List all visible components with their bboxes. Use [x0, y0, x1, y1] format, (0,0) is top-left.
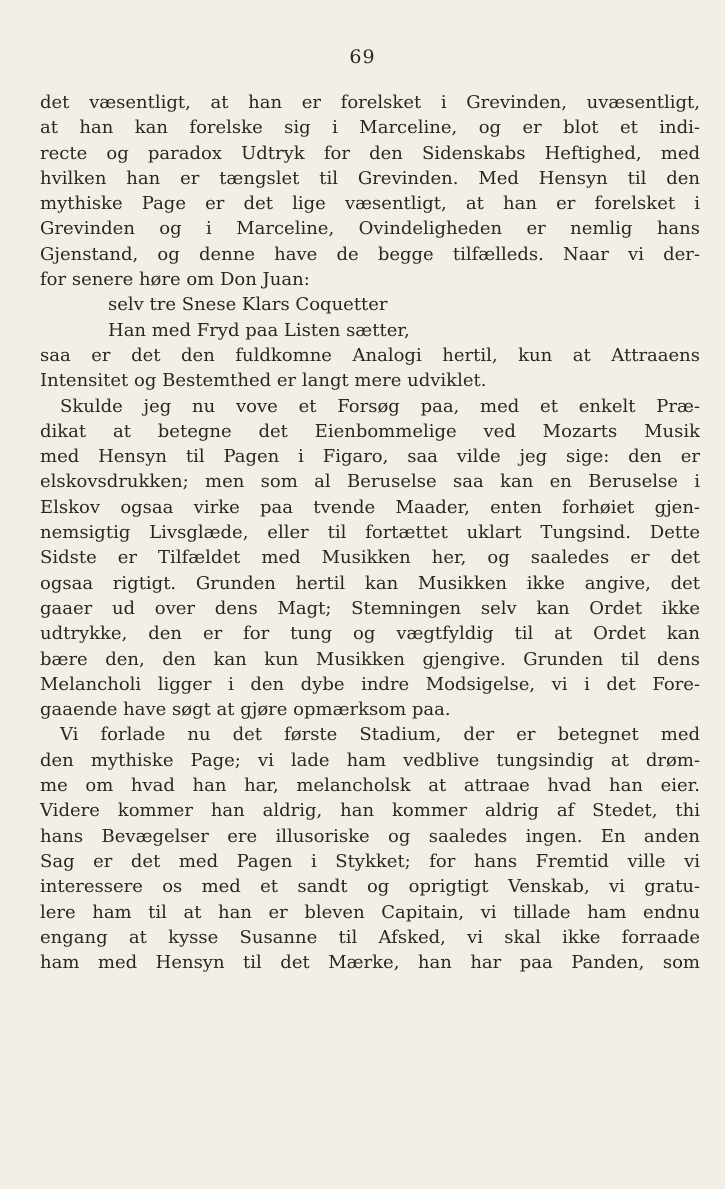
text-line: interessere os med et sandt og oprigtigt Venskab, vi gratu-	[40, 876, 700, 898]
text-line: for senere høre om Don Juan:	[40, 269, 310, 291]
text-line: nemsigtig Livsglæde, eller til fortættet uklart Tungsind. Dette	[40, 522, 700, 544]
text-line: at han kan forelske sig i Marceline, og er blot et indi-	[40, 117, 700, 139]
text-line: recte og paradox Udtryk for den Sidenskabs Heftighed, med	[40, 142, 700, 164]
text-line: Skulde jeg nu vove et Forsøg paa, med et enkelt Præ-	[60, 395, 700, 417]
text-line: Intensitet og Bestemthed er langt mere udviklet.	[40, 370, 487, 392]
verse-line: Han med Fryd paa Listen sætter,	[108, 319, 410, 341]
verse-line: selv tre Snese Klars Coquetter	[108, 294, 388, 316]
text-line: Gjenstand, og denne have de begge tilfælleds. Naar vi der-	[40, 243, 700, 265]
text-line: ogsaa rigtigt. Grunden hertil kan Musikken ikke angive, det	[40, 572, 700, 594]
text-line: Grevinden og i Marceline, Ovindeligheden er nemlig hans	[40, 218, 700, 240]
text-line: engang at kysse Susanne til Afsked, vi skal ikke forraade	[40, 926, 700, 948]
text-line: gaaende have søgt at gjøre opmærksom paa.	[40, 699, 451, 721]
text-line: Elskov ogsaa virke paa tvende Maader, enten forhøiet gjen-	[40, 496, 700, 518]
text-line: Videre kommer han aldrig, han kommer aldrig af Stedet, thi	[40, 800, 700, 822]
text-line: mythiske Page er det lige væsentligt, at han er forelsket i	[40, 193, 700, 215]
text-line: den mythiske Page; vi lade ham vedblive tungsindig at drøm-	[40, 749, 700, 771]
text-line: bære den, den kan kun Musikken gjengive. Grunden til dens	[40, 648, 700, 670]
text-line: det væsentligt, at han er forelsket i Grevinden, uvæsentligt,	[40, 92, 700, 113]
text-line: ham med Hensyn til det Mærke, han har paa Panden, som	[40, 952, 700, 974]
text-line: udtrykke, den er for tung og vægtfyldig til at Ordet kan	[40, 623, 700, 645]
text-line: Sag er det med Pagen i Stykket; for hans Fremtid ville vi	[40, 850, 700, 872]
body-text	[40, 90, 700, 975]
text-line: gaaer ud over dens Magt; Stemningen selv kan Ordet ikke	[40, 597, 700, 619]
text-line: Vi forlade nu det første Stadium, der er betegnet med	[60, 724, 700, 746]
text-line: lere ham til at han er bleven Capitain, vi tillade ham endnu	[40, 901, 700, 923]
text-line: me om hvad han har, melancholsk at attraae hvad han eier.	[40, 775, 700, 797]
text-line: Sidste er Tilfældet med Musikken her, og saaledes er det	[40, 547, 700, 569]
text-line: elskovsdrukken; men som al Beruselse saa kan en Beruselse i	[40, 471, 700, 493]
text-line: med Hensyn til Pagen i Figaro, saa vilde jeg sige: den er	[40, 446, 700, 468]
text-line: hans Bevægelser ere illusoriske og saaledes ingen. En anden	[40, 825, 700, 847]
text-line: saa er det den fuldkomne Analogi hertil, kun at Attraaens	[40, 344, 700, 366]
text-line: hvilken han er tængslet til Grevinden. Med Hensyn til den	[40, 167, 700, 189]
page-number: 69	[349, 46, 376, 68]
text-line: Melancholi ligger i den dybe indre Modsigelse, vi i det Fore-	[40, 673, 700, 695]
text-line: dikat at betegne det Eienbommelige ved Mozarts Musik	[40, 420, 700, 442]
